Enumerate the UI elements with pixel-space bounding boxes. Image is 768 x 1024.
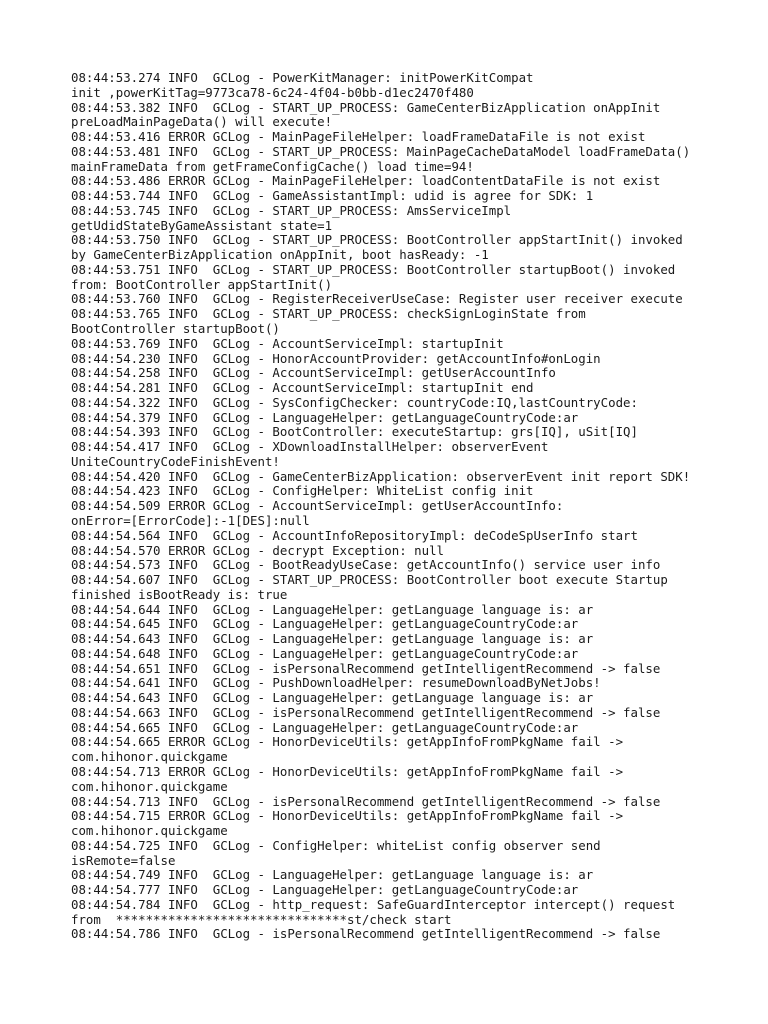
log-line: 08:44:54.786 INFO GCLog - isPersonalRecommend getIntelligentRecommend -> false [71,926,661,942]
log-line: 08:44:53.760 INFO GCLog - RegisterReceiverUseCase: Register user receiver execute [71,291,683,307]
log-line: from: BootController appStartInit() [71,276,333,292]
log-line: init ,powerKitTag=9773ca78-6c24-4f04-b0bb-d1ec2470f480 [71,84,474,100]
log-line: 08:44:54.643 INFO GCLog - LanguageHelper: getLanguage language is: ar [71,690,594,706]
log-line: 08:44:54.420 INFO GCLog - GameCenterBizApplication: observerEvent init report SDK! [71,468,691,484]
log-line: 08:44:54.665 INFO GCLog - LanguageHelper: getLanguageCountryCode:ar [71,719,579,735]
log-line: com.hihonor.quickgame [71,778,228,794]
log-line: UniteCountryCodeFinishEvent! [71,453,280,469]
log-line: com.hihonor.quickgame [71,749,228,765]
log-line: 08:44:54.784 INFO GCLog - http_request: SafeGuardInterceptor intercept() request [71,896,676,912]
log-line: 08:44:54.713 INFO GCLog - isPersonalRecommend getIntelligentRecommend -> false [71,793,661,809]
log-line: 08:44:54.715 ERROR GCLog - HonorDeviceUtils: getAppInfoFromPkgName fail -> [71,808,624,824]
log-line: 08:44:53.382 INFO GCLog - START_UP_PROCESS: GameCenterBizApplication onAppInit [71,99,661,115]
log-line: 08:44:54.230 INFO GCLog - HonorAccountProvider: getAccountInfo#onLogin [71,350,601,366]
log-line: 08:44:54.777 INFO GCLog - LanguageHelper: getLanguageCountryCode:ar [71,882,579,898]
log-line: 08:44:54.393 INFO GCLog - BootController: executeStartup: grs[IQ], uSit[IQ] [71,424,638,440]
log-line: 08:44:53.481 INFO GCLog - START_UP_PROCESS: MainPageCacheDataModel loadFrameData() [71,143,691,159]
log-line: 08:44:54.423 INFO GCLog - ConfigHelper: WhiteList config init [71,483,534,499]
log-line: getUdidStateByGameAssistant state=1 [71,217,333,233]
log-line: 08:44:54.644 INFO GCLog - LanguageHelper: getLanguage language is: ar [71,601,594,617]
log-line: from *******************************st/check start [71,911,452,927]
log-line: 08:44:54.665 ERROR GCLog - HonorDeviceUtils: getAppInfoFromPkgName fail -> [71,734,624,750]
log-line: 08:44:53.744 INFO GCLog - GameAssistantImpl: udid is agree for SDK: 1 [71,188,594,204]
log-line: 08:44:54.648 INFO GCLog - LanguageHelper: getLanguageCountryCode:ar [71,645,579,661]
log-line: mainFrameData from getFrameConfigCache() load time=94! [71,158,474,174]
log-line: 08:44:53.769 INFO GCLog - AccountServiceImpl: startupInit [71,335,504,351]
log-line: 08:44:53.750 INFO GCLog - START_UP_PROCESS: BootController appStartInit() invoked [71,232,683,248]
log-line: 08:44:54.258 INFO GCLog - AccountServiceImpl: getUserAccountInfo [71,365,556,381]
log-line: 08:44:54.663 INFO GCLog - isPersonalRecommend getIntelligentRecommend -> false [71,704,661,720]
log-line: BootController startupBoot() [71,321,280,337]
log-line: by GameCenterBizApplication onAppInit, boot hasReady: -1 [71,247,489,263]
log-line: finished isBootReady is: true [71,586,288,602]
log-line: 08:44:54.643 INFO GCLog - LanguageHelper: getLanguage language is: ar [71,631,594,647]
log-line: 08:44:54.322 INFO GCLog - SysConfigChecker: countryCode:IQ,lastCountryCode: [71,394,638,410]
log-text-block [71,71,721,942]
log-line: 08:44:54.573 INFO GCLog - BootReadyUseCase: getAccountInfo() service user info [71,557,661,573]
log-line: preLoadMainPageData() will execute! [71,114,333,130]
log-line: 08:44:54.281 INFO GCLog - AccountServiceImpl: startupInit end [71,380,534,396]
log-line: 08:44:53.765 INFO GCLog - START_UP_PROCESS: checkSignLoginState from [71,306,586,322]
log-line: 08:44:53.745 INFO GCLog - START_UP_PROCESS: AmsServiceImpl [71,202,512,218]
log-line: 08:44:54.570 ERROR GCLog - decrypt Exception: null [71,542,444,558]
log-line: 08:44:53.751 INFO GCLog - START_UP_PROCESS: BootController startupBoot() invoked [71,261,676,277]
log-line: 08:44:54.417 INFO GCLog - XDownloadInstallHelper: observerEvent [71,439,549,455]
log-line: 08:44:54.725 INFO GCLog - ConfigHelper: whiteList config observer send [71,837,601,853]
log-line: 08:44:54.379 INFO GCLog - LanguageHelper: getLanguageCountryCode:ar [71,409,579,425]
log-line: 08:44:54.607 INFO GCLog - START_UP_PROCESS: BootController boot execute Startup [71,572,668,588]
log-line: 08:44:54.509 ERROR GCLog - AccountServiceImpl: getUserAccountInfo: [71,498,564,514]
log-line: 08:44:54.564 INFO GCLog - AccountInfoRepositoryImpl: deCodeSpUserInfo start [71,527,638,543]
log-line: 08:44:53.486 ERROR GCLog - MainPageFileHelper: loadContentDataFile is not exist [71,173,661,189]
log-line: 08:44:54.641 INFO GCLog - PushDownloadHelper: resumeDownloadByNetJobs! [71,675,601,691]
log-line: 08:44:54.651 INFO GCLog - isPersonalRecommend getIntelligentRecommend -> false [71,660,661,676]
log-line: 08:44:53.416 ERROR GCLog - MainPageFileHelper: loadFrameDataFile is not exist [71,129,646,145]
log-line: 08:44:54.645 INFO GCLog - LanguageHelper: getLanguageCountryCode:ar [71,616,579,632]
log-line: isRemote=false [71,852,176,868]
log-line: 08:44:54.749 INFO GCLog - LanguageHelper: getLanguage language is: ar [71,867,594,883]
log-line: onError=[ErrorCode]:-1[DES]:null [71,512,310,528]
log-line: 08:44:53.274 INFO GCLog - PowerKitManager: initPowerKitCompat [71,70,534,85]
log-line: 08:44:54.713 ERROR GCLog - HonorDeviceUtils: getAppInfoFromPkgName fail -> [71,763,624,779]
log-line: com.hihonor.quickgame [71,823,228,839]
